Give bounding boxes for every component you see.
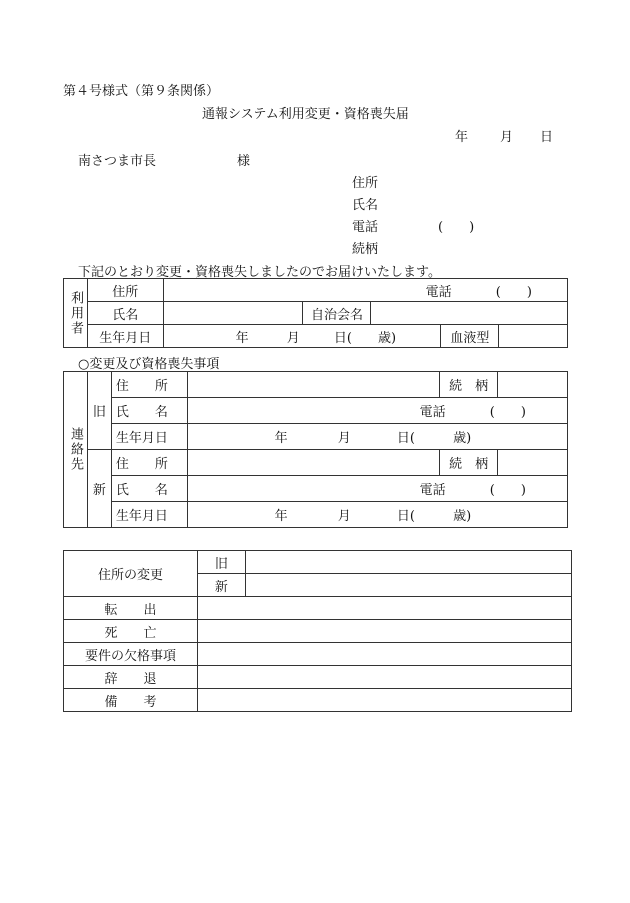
remarks-label: 備 考 xyxy=(64,689,198,712)
user-dob-year: 年 xyxy=(235,330,249,346)
contact-new-name-value xyxy=(187,476,567,502)
user-association-value xyxy=(371,302,568,325)
contact-old-dob-year: 年 xyxy=(274,431,288,446)
contact-old-relation-value xyxy=(498,372,568,398)
contact-old-name-value xyxy=(187,398,567,424)
date-year: 年 xyxy=(455,130,469,145)
intro-text: 下記のとおり変更・資格喪失しましたのでお届けいたします。 xyxy=(78,265,441,280)
address-change-new-value xyxy=(245,574,571,597)
contact-new-dob-year: 年 xyxy=(274,509,288,524)
contact-old-phone-label: 電話 xyxy=(419,405,446,420)
move-out-value xyxy=(197,597,571,620)
contact-old-dob-label: 生年月日 xyxy=(111,424,187,450)
contact-new-phone-parens: ( ) xyxy=(489,483,526,498)
contact-old-dob-value xyxy=(187,424,567,450)
addressee-suffix: 様 xyxy=(237,154,251,169)
death-label: 死 亡 xyxy=(64,620,198,643)
withdrawal-value xyxy=(197,666,571,689)
contact-new-phone-label: 電話 xyxy=(419,483,446,498)
user-dob-month: 月 xyxy=(286,330,300,346)
contact-old-phone-parens: ( ) xyxy=(489,405,526,420)
contact-old-address-value xyxy=(187,372,440,398)
user-name-value xyxy=(163,302,303,325)
contact-new-dob-age: 歳) xyxy=(453,509,472,524)
form-number: 第４号様式（第９条関係） xyxy=(63,84,220,99)
contact-old-label: 旧 xyxy=(87,372,111,450)
move-out-label: 転 出 xyxy=(64,597,198,620)
user-dob-label: 生年月日 xyxy=(87,325,163,348)
disqualification-label: 要件の欠格事項 xyxy=(64,643,198,666)
address-change-label: 住所の変更 xyxy=(64,551,198,597)
remarks-value xyxy=(197,689,571,712)
contact-new-address-label: 住 所 xyxy=(111,450,187,476)
contact-new-dob-month: 月 xyxy=(337,509,351,524)
address-change-old-value xyxy=(245,551,571,574)
user-blood-value xyxy=(499,325,568,348)
contact-old-dob-month: 月 xyxy=(337,431,351,446)
contact-new-label: 新 xyxy=(87,450,111,528)
user-address-label: 住所 xyxy=(87,279,163,302)
user-table xyxy=(63,278,568,348)
contact-new-dob-value xyxy=(187,502,567,528)
contact-new-relation-label: 続 柄 xyxy=(440,450,498,476)
user-dob-day-age: 日( 歳) xyxy=(333,330,397,346)
applicant-name-label: 氏名 xyxy=(352,198,379,213)
user-blood-label: 血液型 xyxy=(441,325,499,348)
contact-old-name-label: 氏 名 xyxy=(111,398,187,424)
contact-new-relation-value xyxy=(498,450,568,476)
contact-old-dob-age: 歳) xyxy=(453,431,472,446)
user-phone-label: 電話 xyxy=(425,284,452,300)
addressee-name: 南さつま市長 xyxy=(78,154,157,169)
contact-old-dob-day: 日( xyxy=(396,431,415,446)
address-change-new-label: 新 xyxy=(197,574,245,597)
user-side-label: 利用者 xyxy=(64,279,88,348)
death-value xyxy=(197,620,571,643)
date-day: 日 xyxy=(540,130,554,145)
address-change-old-label: 旧 xyxy=(197,551,245,574)
contact-old-relation-label: 続 柄 xyxy=(440,372,498,398)
applicant-phone-label: 電話 xyxy=(352,220,379,235)
contact-new-name-label: 氏 名 xyxy=(111,476,187,502)
contact-side-label: 連絡先 xyxy=(64,372,88,528)
contact-new-dob-day: 日( xyxy=(396,509,415,524)
contact-old-address-label: 住 所 xyxy=(111,372,187,398)
contact-new-address-value xyxy=(187,450,440,476)
user-association-label: 自治会名 xyxy=(303,302,371,325)
contact-new-dob-label: 生年月日 xyxy=(111,502,187,528)
change-table xyxy=(63,550,572,712)
withdrawal-label: 辞 退 xyxy=(64,666,198,689)
section-heading: ○変更及び資格喪失事項 xyxy=(78,357,220,372)
user-dob-value xyxy=(163,325,441,348)
disqualification-value xyxy=(197,643,571,666)
applicant-address-label: 住所 xyxy=(352,176,379,191)
applicant-relation-label: 続柄 xyxy=(352,242,379,257)
user-address-row xyxy=(163,279,567,302)
contact-table xyxy=(63,371,568,528)
user-phone-parens: ( ) xyxy=(495,284,532,300)
date-month: 月 xyxy=(500,130,514,145)
applicant-phone-parens: ( ) xyxy=(438,220,475,235)
form-title: 通報システム利用変更・資格喪失届 xyxy=(202,107,409,122)
user-name-label: 氏名 xyxy=(87,302,163,325)
